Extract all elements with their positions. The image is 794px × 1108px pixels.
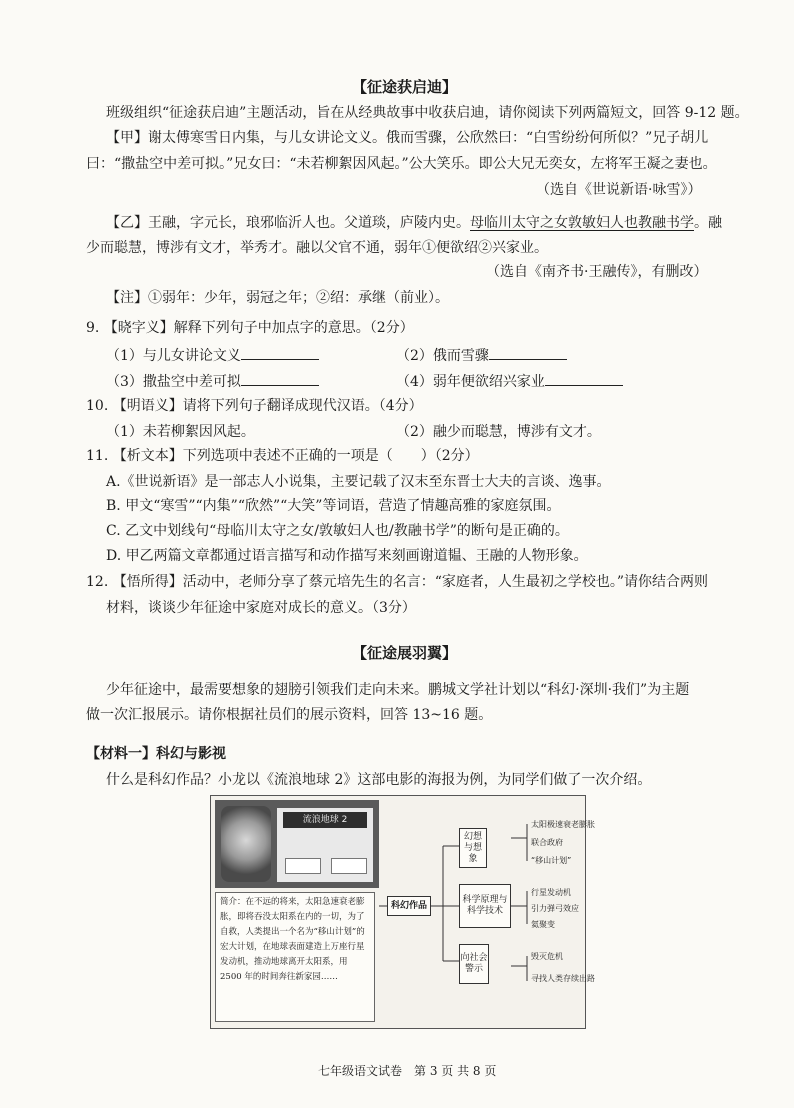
mindmap-leaf: 太阳极速衰老膨胀: [531, 820, 595, 829]
mindmap-node: 幻想与想象: [459, 828, 487, 868]
q9-item-text: （4）弱年便欲绍兴家业: [396, 374, 545, 390]
section2-intro1: 少年征途中，最需要想象的翅膀引领我们走向未来。鹏城文学社计划以“科幻·深圳·我们”为主题: [106, 682, 690, 698]
note: 【注】①弱年：少年，弱冠之年；②绍：承继（前业）。: [106, 290, 449, 306]
yi-source: （选自《南齐书·王融传》，有删改）: [486, 264, 708, 280]
material1-text: 什么是科幻作品？小龙以《流浪地球 2》这部电影的海报为例，为同学们做了一次介绍。: [106, 772, 652, 788]
q9-item: [396, 371, 623, 392]
section1-title: 【征途获启迪】: [352, 78, 458, 96]
jia-source: （选自《世说新语·咏雪》）: [536, 182, 702, 198]
section2-intro2: 做一次汇报展示。请你根据社员们的展示资料，回答 13~16 题。: [86, 707, 493, 723]
q11-option-b: B. 甲文“寒雪”“内集”“欣然”“大笑”等词语，营造了情趣高雅的家庭氛围。: [106, 498, 561, 514]
poster-figure: [210, 795, 595, 1029]
q9-item-text: （3）撒盐空中差可拟: [106, 374, 241, 390]
q11-option-a: A.《世说新语》是一部志人小说集，主要记载了汉末至东晋士大夫的言谈、逸事。: [106, 474, 611, 490]
q9-stem: 9. 【晓字义】解释下列句子中加点字的意思。（2分）: [86, 320, 414, 336]
yi-line2: 少而聪慧，博涉有文才，举秀才。融以父官不通，弱年①便欲绍②兴家业。: [86, 240, 548, 256]
mindmap-leaf: “移山计划”: [531, 856, 572, 865]
poster-intro: 简介：在不远的将来，太阳急速衰老膨胀，即将吞没太阳系在内的一切，为了自救，人类提出一个名为“移山计划”的宏大计划，在地球表面建造上万座行星发动机，推动地球离开太阳系，用 2500 年的时间奔往新家园……: [215, 892, 375, 1022]
yi-underlined-sentence: 母临川太守之女敦敏妇人也教融书学: [470, 215, 694, 231]
mindmap-node: 科学原理与科学技术: [459, 884, 511, 928]
answer-blank[interactable]: [545, 371, 623, 386]
yi-line1-pre: 【乙】王融，字元长，琅邪临沂人也。父道琰，庐陵内史。: [106, 215, 470, 231]
answer-blank[interactable]: [241, 345, 319, 360]
q10-item: （2）融少而聪慧，博涉有文才。: [396, 424, 601, 440]
mindmap-leaf: 引力弹弓效应: [531, 904, 579, 913]
page-footer: 七年级语文试卷 第 3 页 共 8 页: [318, 1064, 497, 1078]
mindmap-leaf: 氦聚变: [531, 920, 555, 929]
q11-stem: 11. 【析文本】下列选项中表述不正确的一项是（ ）（2分）: [86, 448, 479, 464]
mindmap-leaf: 毁灭危机: [531, 952, 563, 961]
q10-stem: 10. 【明语义】请将下列句子翻译成现代汉语。（4分）: [86, 398, 423, 414]
q11-option-c: C. 乙文中划线句“母临川太守之女/敦敏妇人也/教融书学”的断句是正确的。: [106, 523, 569, 539]
q9-item-text: （1）与儿女讲论文义: [106, 348, 241, 364]
answer-blank[interactable]: [489, 345, 567, 360]
q9-item: [396, 345, 567, 366]
section1-intro: 班级组织“征途获启迪”主题活动，旨在从经典故事中收获启迪，请你阅读下列两篇短文，回答 9-12 题。: [106, 105, 749, 121]
jia-line1: 【甲】谢太傅寒雪日内集，与儿女讲论文义。俄而雪骤，公欣然曰：“白雪纷纷何所似？”兄子胡儿: [106, 130, 709, 146]
q9-item: [106, 371, 319, 392]
q12-line2: 材料，谈谈少年征途中家庭对成长的意义。（3分）: [106, 600, 416, 616]
mindmap-center: 科幻作品: [387, 896, 431, 916]
mindmap-leaf: 寻找人类存续出路: [531, 974, 595, 983]
yi-line1: [106, 213, 722, 233]
material1-heading: 【材料一】科幻与影视: [86, 746, 226, 762]
answer-blank[interactable]: [241, 371, 319, 386]
poster-title: 流浪地球 2: [283, 812, 367, 828]
q10-item: （1）未若柳絮因风起。: [106, 424, 255, 440]
mindmap-node: 向社会警示: [459, 944, 489, 984]
yi-line1-post: 。融: [694, 215, 722, 231]
q9-item-text: （2）俄而雪骤: [396, 348, 489, 364]
q12-line1: 12. 【悟所得】活动中，老师分享了蔡元培先生的名言：“家庭者，人生最初之学校也。”请你结合两则: [86, 574, 709, 590]
jia-line2: 曰：“撒盐空中差可拟。”兄女曰：“未若柳絮因风起。”公大笑乐。即公大兄无奕女，左将军王凝之妻也。: [86, 156, 717, 172]
section2-title: 【征途展羽翼】: [352, 644, 458, 662]
q11-option-d: D. 甲乙两篇文章都通过语言描写和动作描写来刻画谢道韫、王融的人物形象。: [106, 548, 588, 564]
mindmap-leaf: 行星发动机: [531, 888, 571, 897]
mindmap-leaf: 联合政府: [531, 838, 563, 847]
q9-item: [106, 345, 319, 366]
